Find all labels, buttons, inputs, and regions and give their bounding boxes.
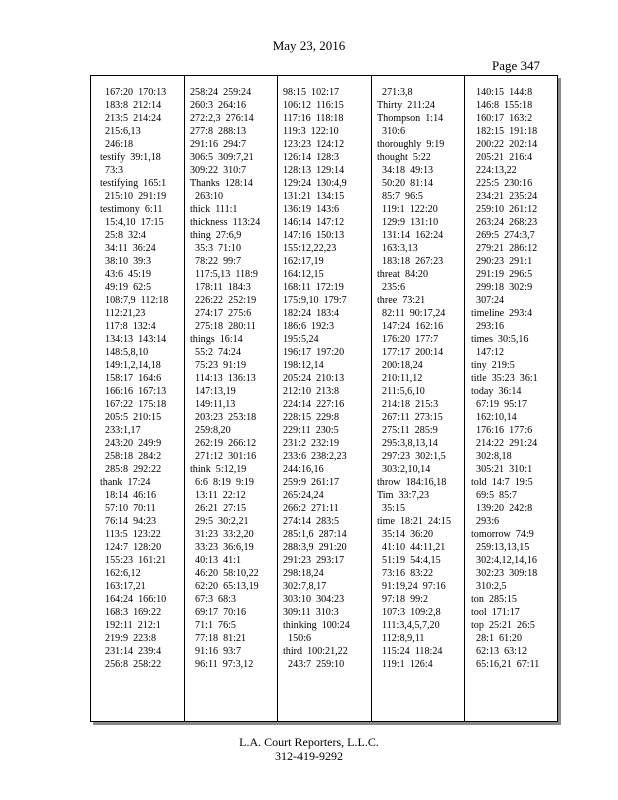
index-entry: 46:20 58:10,22 [190, 568, 259, 579]
index-entry: thought 5:22 [377, 152, 431, 163]
index-entry: 163:3,13 [377, 243, 418, 254]
index-entry: 226:22 252:19 [190, 295, 257, 306]
index-entry: 198:12,14 [283, 360, 324, 371]
index-entry: 119:1 126:4 [377, 659, 433, 670]
index-entry: 40:13 41:1 [190, 555, 242, 566]
index-entry: 274:14 283:5 [283, 516, 340, 527]
index-entry: 131:14 162:24 [377, 230, 444, 241]
index-entry: 309:11 310:3 [283, 607, 339, 618]
index-entry: 291:23 293:17 [283, 555, 345, 566]
index-entry: 305:21 310:1 [471, 464, 533, 475]
footer-company: L.A. Court Reporters, L.L.C. [239, 735, 379, 749]
index-entry: 275:18 280:11 [190, 321, 256, 332]
index-entry: 69:17 70:16 [190, 607, 247, 618]
index-entry: 49:19 62:5 [100, 282, 152, 293]
index-entry: 211:5,6,10 [377, 386, 425, 397]
index-entry: 6:6 8:19 9:19 [190, 477, 254, 488]
index-entry: thoroughly 9:19 [377, 139, 445, 150]
index-entry: Tim 33:7,23 [377, 490, 430, 501]
index-entry: 267:11 273:15 [377, 412, 443, 423]
index-entry: 73:16 83:22 [377, 568, 434, 579]
index-entry: 233:1,17 [100, 425, 141, 436]
index-entry: 31:23 33:2,20 [190, 529, 254, 540]
index-entry: 55:2 74:24 [190, 347, 242, 358]
index-entry: 215:10 291:19 [100, 191, 167, 202]
index-entry: 306:5 309:7,21 [190, 152, 254, 163]
index-entry: 262:19 266:12 [190, 438, 257, 449]
index-entry: thinking 100:24 [283, 620, 350, 631]
index-entry: 162:10,14 [471, 412, 517, 423]
index-entry: 98:15 102:17 [283, 87, 340, 98]
index-entry: 231:2 232:19 [283, 438, 340, 449]
index-entry: 224:13,22 [471, 165, 517, 176]
index-entry: 76:14 94:23 [100, 516, 157, 527]
index-entry: 75:23 91:19 [190, 360, 247, 371]
index-entry: 259:13,13,15 [471, 542, 530, 553]
index-entry: 302:7,8,17 [283, 581, 327, 592]
index-entry: today 36:14 [471, 386, 522, 397]
index-entry: 167:22 175:18 [100, 399, 167, 410]
index-entry: 96:11 97:3,12 [190, 659, 254, 670]
index-entry: 67:19 95:17 [471, 399, 528, 410]
index-column-2 [184, 76, 277, 721]
index-entry: 243:7 259:10 [283, 659, 345, 670]
index-entry: 15:4,10 17:15 [100, 217, 164, 228]
index-entry: 231:14 239:4 [100, 646, 162, 657]
index-entry: 155:12,22,23 [283, 243, 337, 254]
index-entry: 112:8,9,11 [377, 633, 425, 644]
index-entry: 77:18 81:21 [190, 633, 247, 644]
index-entry: 57:10 70:11 [100, 503, 156, 514]
index-entry: thank 17:24 [100, 477, 151, 488]
index-entry: 200:18,24 [377, 360, 423, 371]
index-entry: 155:23 161:21 [100, 555, 167, 566]
index-entry: 147:16 150:13 [283, 230, 345, 241]
index-entry: 35:3 71:10 [190, 243, 242, 254]
index-entry: 65:16,21 67:11 [471, 659, 540, 670]
index-entry: 112:21,23 [100, 308, 146, 319]
index-entry: 29:5 30:2,21 [190, 516, 249, 527]
index-entry: thick 111:1 [190, 204, 238, 215]
index-entry: 147:24 162:16 [377, 321, 444, 332]
index-entry: top 25:21 26:5 [471, 620, 535, 631]
index-entry: told 14:7 19:5 [471, 477, 533, 488]
index-entry: 164:12,15 [283, 269, 324, 280]
index-entry: 288:3,9 291:20 [283, 542, 347, 553]
index-entry: 107:3 109:2,8 [377, 607, 441, 618]
index-entry: 310:6 [377, 126, 406, 137]
index-entry: 33:23 36:6,19 [190, 542, 254, 553]
index-entry: 279:21 286:12 [471, 243, 538, 254]
index-entry: 299:18 302:9 [471, 282, 533, 293]
index-entry: 28:1 61:20 [471, 633, 523, 644]
index-entry: 256:8 258:22 [100, 659, 162, 670]
index-entry: 113:5 123:22 [100, 529, 161, 540]
index-entry: 271:3,8 [377, 87, 413, 98]
index-entry: 259:9 261:17 [283, 477, 340, 488]
index-entry: testimony 6:11 [100, 204, 163, 215]
index-entry: 73:3 [100, 165, 123, 176]
index-entry: 192:11 212:1 [100, 620, 161, 631]
index-entry: 119:3 122:10 [283, 126, 339, 137]
index-entry: 106:12 116:15 [283, 100, 344, 111]
index-entry: times 30:5,16 [471, 334, 529, 345]
index-entry: throw 184:16,18 [377, 477, 447, 488]
index-entry: 203:23 253:18 [190, 412, 257, 423]
index-entry: 302:23 309:18 [471, 568, 538, 579]
index-entry: 295:3,8,13,14 [377, 438, 438, 449]
index-entry: Thompson 1:14 [377, 113, 444, 124]
index-entry: 225:5 230:16 [471, 178, 533, 189]
index-entry: 43:6 45:19 [100, 269, 152, 280]
index-entry: 182:24 183:4 [283, 308, 340, 319]
index-entry: three 73:21 [377, 295, 426, 306]
index-entry: 302:8,18 [471, 451, 512, 462]
index-entry: 162:17,19 [283, 256, 324, 267]
index-entry: 134:13 143:14 [100, 334, 167, 345]
index-entry: 265:24,24 [283, 490, 324, 501]
index-entry: 164:24 166:10 [100, 594, 167, 605]
index-entry: 62:20 65:13,19 [190, 581, 259, 592]
index-entry: 91:16 93:7 [190, 646, 242, 657]
index-entry: think 5:12,19 [190, 464, 247, 475]
index-entry: 243:20 249:9 [100, 438, 162, 449]
index-entry: 97:18 99:2 [377, 594, 429, 605]
index-entry: 277:8 288:13 [190, 126, 247, 137]
header-date: May 23, 2016 [272, 38, 346, 53]
index-entry: 78:22 99:7 [190, 256, 242, 267]
index-entry: 215:6,13 [100, 126, 141, 137]
index-entry: 129:24 130:4,9 [283, 178, 347, 189]
index-entry: 182:15 191:18 [471, 126, 538, 137]
index-entry: timeline 293:4 [471, 308, 533, 319]
index-entry: 13:11 22:12 [190, 490, 246, 501]
index-entry: 244:16,16 [283, 464, 324, 475]
index-entry: 183:8 212:14 [100, 100, 162, 111]
index-entry: 285:8 292:22 [100, 464, 162, 475]
index-entry: title 35:23 36:1 [471, 373, 538, 384]
index-entry: 205:21 216:4 [471, 152, 533, 163]
index-entry: 147:12 [471, 347, 505, 358]
index-entry: 128:13 129:14 [283, 165, 345, 176]
index-entry: 200:22 202:14 [471, 139, 538, 150]
index-entry: 246:18 [100, 139, 134, 150]
index-entry: things 16:14 [190, 334, 243, 345]
index-entry: 234:21 235:24 [471, 191, 538, 202]
index-entry: tomorrow 74:9 [471, 529, 534, 540]
index-entry: 258:24 259:24 [190, 87, 252, 98]
index-entry: 51:19 54:4,15 [377, 555, 441, 566]
index-entry: ton 285:15 [471, 594, 517, 605]
index-entry: 160:17 163:2 [471, 113, 533, 124]
index-entry: 269:5 274:3,7 [471, 230, 535, 241]
index-entry: 126:14 128:3 [283, 152, 340, 163]
index-entry: tiny 219:5 [471, 360, 515, 371]
index-entry: 224:14 227:16 [283, 399, 345, 410]
index-entry: threat 84:20 [377, 269, 429, 280]
index-entry: 205:5 210:15 [100, 412, 162, 423]
index-entry: 167:20 170:13 [100, 87, 167, 98]
index-entry: 50:20 81:14 [377, 178, 434, 189]
index-entry: 266:2 271:11 [283, 503, 339, 514]
index-entry: 271:12 301:16 [190, 451, 257, 462]
index-entry: 196:17 197:20 [283, 347, 345, 358]
index-entry: 259:10 261:12 [471, 204, 538, 215]
index-entry: 117:5,13 118:9 [190, 269, 258, 280]
index-entry: 302:4,12,14,16 [471, 555, 537, 566]
index-entry: 71:1 76:5 [190, 620, 236, 631]
index-entry: 166:16 167:13 [100, 386, 167, 397]
index-entry: 186:6 192:3 [283, 321, 335, 332]
index-entry: 291:16 294:7 [190, 139, 247, 150]
index-column-5 [464, 76, 557, 721]
index-entry: 303:2,10,14 [377, 464, 431, 475]
index-entry: 275:11 285:9 [377, 425, 438, 436]
index-entry: 310:2,5 [471, 581, 507, 592]
index-column-1 [91, 76, 184, 721]
index-entry: time 18:21 24:15 [377, 516, 452, 527]
index-entry: Thirty 211:24 [377, 100, 435, 111]
index-entry: 129:9 131:10 [377, 217, 439, 228]
index-entry: 139:20 242:8 [471, 503, 533, 514]
index-entry: 260:3 264:16 [190, 100, 247, 111]
index-entry: 274:17 275:6 [190, 308, 252, 319]
index-entry: 178:11 184:3 [190, 282, 251, 293]
index-entry: 228:15 229:8 [283, 412, 340, 423]
index-entry: 168:3 169:22 [100, 607, 162, 618]
index-entry: 233:6 238:2,23 [283, 451, 347, 462]
index-entry: 175:9,10 179:7 [283, 295, 347, 306]
index-entry: 205:24 210:13 [283, 373, 345, 384]
index-entry: 108:7,9 112:18 [100, 295, 169, 306]
index-column-4 [371, 76, 464, 721]
index-entry: 25:8 32:4 [100, 230, 146, 241]
index-entry: 136:19 143:6 [283, 204, 340, 215]
index-entry: 298:18,24 [283, 568, 324, 579]
index-entry: 38:10 39:3 [100, 256, 152, 267]
index-entry: 176:20 177:7 [377, 334, 439, 345]
index-entry: 309:22 310:7 [190, 165, 247, 176]
index-entry: 117:8 132:4 [100, 321, 156, 332]
index-entry: 214:22 291:24 [471, 438, 538, 449]
index-entry: 297:23 302:1,5 [377, 451, 446, 462]
index-entry: 291:19 296:5 [471, 269, 533, 280]
index-entry: 35:15 [377, 503, 406, 514]
index-entry: 229:11 230:5 [283, 425, 339, 436]
index-entry: 26:21 27:15 [190, 503, 247, 514]
index-entry: 149:1,2,14,18 [100, 360, 161, 371]
index-entry: 162:6,12 [100, 568, 141, 579]
index-entry: 235:6 [377, 282, 406, 293]
index-entry: 263:10 [190, 191, 224, 202]
index-entry: 259:8,20 [190, 425, 231, 436]
footer-phone: 312-419-9292 [275, 749, 343, 763]
index-entry: 123:23 124:12 [283, 139, 345, 150]
index-entry: 115:24 118:24 [377, 646, 443, 657]
index-entry: 124:7 128:20 [100, 542, 162, 553]
index-entry: 140:15 144:8 [471, 87, 533, 98]
index-table [90, 75, 558, 722]
index-entry: 34:18 49:13 [377, 165, 434, 176]
index-entry: 293:16 [471, 321, 505, 332]
index-entry: 67:3 68:3 [190, 594, 236, 605]
index-entry: 195:5,24 [283, 334, 319, 345]
index-entry: 111:3,4,5,7,20 [377, 620, 440, 631]
index-entry: 263:24 268:23 [471, 217, 538, 228]
index-entry: thing 27:6,9 [190, 230, 242, 241]
index-entry: testifying 165:1 [100, 178, 167, 189]
index-entry: 85:7 96:5 [377, 191, 423, 202]
index-entry: thickness 113:24 [190, 217, 261, 228]
index-entry: 35:14 36:20 [377, 529, 434, 540]
index-column-3 [277, 76, 371, 721]
index-entry: 285:1,6 287:14 [283, 529, 347, 540]
index-entry: 91:19,24 97:16 [377, 581, 446, 592]
index-entry: 114:13 136:13 [190, 373, 256, 384]
index-entry: 219:9 223:8 [100, 633, 157, 644]
index-entry: 150:6 [283, 633, 312, 644]
index-entry: testify 39:1,18 [100, 152, 161, 163]
index-entry: 146:14 147:12 [283, 217, 345, 228]
index-entry: 293:6 [471, 516, 500, 527]
index-entry: 168:11 172:19 [283, 282, 344, 293]
index-entry: 82:11 90:17,24 [377, 308, 446, 319]
index-entry: 214:18 215:3 [377, 399, 439, 410]
index-entry: 290:23 291:1 [471, 256, 533, 267]
index-entry: 146:8 155:18 [471, 100, 533, 111]
index-entry: third 100:21,22 [283, 646, 348, 657]
index-entry: 210:11,12 [377, 373, 423, 384]
index-entry: 158:17 164:6 [100, 373, 162, 384]
index-entry: 34:11 36:24 [100, 243, 156, 254]
index-entry: 307:24 [471, 295, 505, 306]
index-entry: 147:13,19 [190, 386, 236, 397]
index-entry: 177:17 200:14 [377, 347, 444, 358]
index-entry: 41:10 44:11,21 [377, 542, 446, 553]
index-entry: 303:10 304:23 [283, 594, 345, 605]
page-number: Page 347 [492, 58, 541, 73]
index-entry: 183:18 267:23 [377, 256, 444, 267]
index-entry: 62:13 63:12 [471, 646, 528, 657]
index-entry: 163:17,21 [100, 581, 146, 592]
index-entry: 149:11,13 [190, 399, 236, 410]
index-entry: 258:18 284:2 [100, 451, 162, 462]
index-entry: 212:10 213:8 [283, 386, 340, 397]
index-entry: tool 171:17 [471, 607, 520, 618]
index-entry: Thanks 128:14 [190, 178, 253, 189]
index-entry: 69:5 85:7 [471, 490, 517, 501]
index-entry: 119:1 122:20 [377, 204, 438, 215]
index-entry: 131:21 134:15 [283, 191, 345, 202]
index-entry: 272:2,3 276:14 [190, 113, 254, 124]
index-entry: 213:5 214:24 [100, 113, 162, 124]
index-entry: 148:5,8,10 [100, 347, 149, 358]
index-entry: 117:16 118:18 [283, 113, 344, 124]
index-entry: 176:16 177:6 [471, 425, 533, 436]
index-entry: 18:14 46:16 [100, 490, 157, 501]
